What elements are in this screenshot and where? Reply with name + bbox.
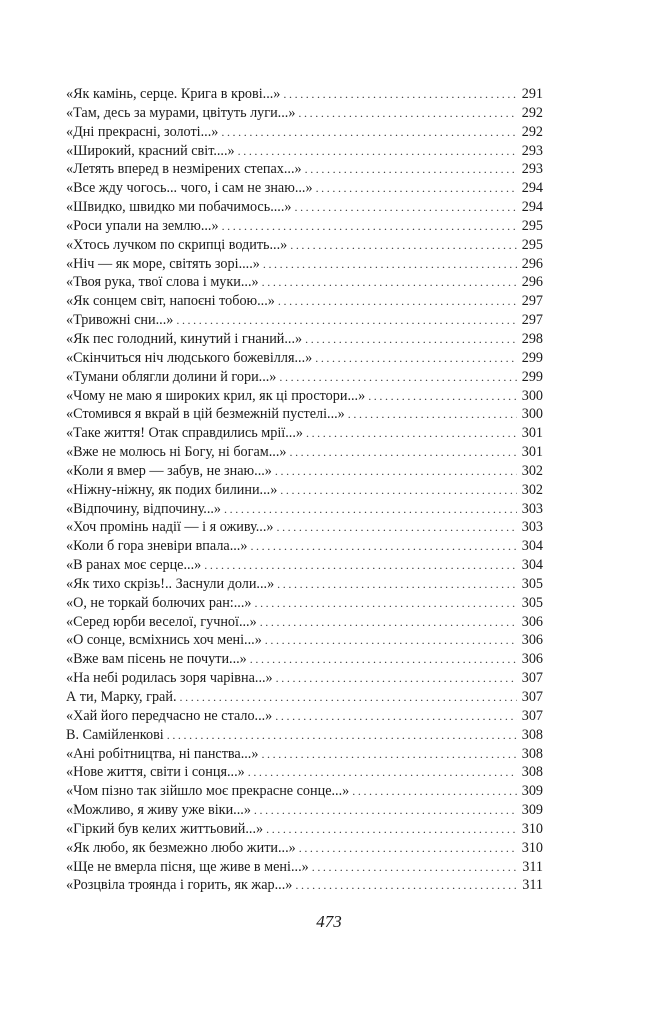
toc-entry — [66, 160, 543, 179]
dot-leader — [263, 255, 517, 274]
toc-entry-title: «Чом пізно так зійшло моє прекрасне сонце...» — [66, 783, 350, 800]
toc-entry-page: 305 — [521, 575, 543, 592]
toc-entry — [66, 500, 543, 519]
toc-entry — [66, 688, 543, 707]
toc-entry-page: 300 — [521, 387, 543, 404]
dot-leader — [275, 707, 517, 726]
toc-entry — [66, 726, 543, 745]
toc-entry — [66, 594, 543, 613]
toc-entry-page: 311 — [522, 877, 543, 894]
toc-entry-title: «Як тихо скрізь!.. Заснули доли...» — [66, 575, 275, 592]
toc-entry — [66, 745, 543, 764]
toc-entry — [66, 443, 543, 462]
toc-entry — [66, 820, 543, 839]
dot-leader — [265, 631, 517, 650]
dot-leader — [276, 518, 517, 537]
toc-entry-title: «Хтось лучком по скрипці водить...» — [66, 236, 288, 253]
toc-entry — [66, 556, 543, 575]
dot-leader — [224, 500, 517, 519]
toc-entry-page: 301 — [521, 444, 543, 461]
toc-entry — [66, 876, 543, 895]
dot-leader — [312, 858, 517, 877]
toc-entry-title: «На небі родилась зоря чарівна...» — [66, 670, 273, 687]
toc-entry-page: 303 — [521, 519, 543, 536]
toc-entry-page: 298 — [521, 330, 543, 347]
toc-entry-page: 295 — [521, 217, 543, 234]
toc-entry-page: 305 — [521, 594, 543, 611]
toc-entry-title: «Як камінь, серце. Крига в крові...» — [66, 86, 281, 102]
toc-entry — [66, 123, 543, 142]
dot-leader — [299, 839, 517, 858]
toc-entry — [66, 650, 543, 669]
dot-leader — [298, 104, 517, 123]
toc-entry — [66, 273, 543, 292]
dot-leader — [316, 179, 517, 198]
toc-entry-title: «Там, десь за мурами, цвітуть луги...» — [66, 104, 296, 121]
toc-entry — [66, 613, 543, 632]
toc-entry — [66, 424, 543, 443]
dot-leader — [167, 726, 517, 745]
toc-entry-page: 303 — [521, 500, 543, 517]
toc-entry-title: «Хоч промінь надії — і я оживу...» — [66, 519, 274, 536]
toc-entry-page: 299 — [521, 349, 543, 366]
toc-entry — [66, 142, 543, 161]
toc-entry — [66, 104, 543, 123]
toc-entry — [66, 575, 543, 594]
toc-entry-title: «Коли б гора зневіри впала...» — [66, 538, 248, 555]
toc-entry-title: «Ще не вмерла пісня, ще живе в мені...» — [66, 858, 309, 875]
dot-leader — [260, 613, 517, 632]
toc-entry-page: 299 — [521, 368, 543, 385]
toc-entry — [66, 763, 543, 782]
dot-leader — [254, 594, 517, 613]
dot-leader — [238, 142, 517, 161]
toc-entry-title: «Як пес голодний, кинутий і гнаний...» — [66, 330, 303, 347]
toc-entry-page: 307 — [521, 689, 543, 705]
toc-entry-title: «Відпочину, відпочину...» — [66, 500, 222, 517]
toc-entry — [66, 311, 543, 330]
toc-entry-title: «О, не торкай болючих ран:...» — [66, 594, 252, 611]
toc-entry-page: 297 — [521, 293, 543, 310]
dot-leader — [248, 763, 517, 782]
toc-entry-page: 293 — [521, 142, 543, 159]
toc-entry-title: «Можливо, я живу уже віки...» — [66, 802, 251, 819]
dot-leader — [176, 311, 517, 330]
toc-entry-page: 301 — [521, 425, 543, 442]
toc-entry-title: «Гіркий був келих життьовий...» — [66, 820, 264, 837]
dot-leader — [352, 782, 517, 801]
page-number: 473 — [316, 912, 342, 931]
toc-entry — [66, 669, 543, 688]
dot-leader — [276, 669, 517, 688]
toc-entry — [66, 858, 543, 877]
dot-leader — [277, 575, 517, 594]
dot-leader — [275, 462, 517, 481]
toc-entry-page: 306 — [521, 613, 543, 630]
toc-entry-page: 307 — [521, 707, 543, 724]
toc-entry-page: 297 — [521, 312, 543, 329]
table-of-contents — [66, 85, 543, 895]
dot-leader — [294, 198, 517, 217]
toc-entry-title: «Тривожні сни...» — [66, 312, 174, 329]
toc-entry-title: «Коли я вмер — забув, не знаю...» — [66, 462, 272, 479]
dot-leader — [180, 688, 518, 707]
toc-entry-page: 295 — [521, 236, 543, 253]
toc-entry-page: 306 — [521, 632, 543, 649]
toc-entry-title: «Швидко, швидко ми побачимось....» — [66, 199, 292, 216]
toc-entry-title: «Хай його передчасно не стало...» — [66, 707, 273, 724]
toc-entry — [66, 481, 543, 500]
toc-entry-title: «Розцвіла троянда і горить, як жар...» — [66, 877, 293, 894]
toc-entry — [66, 518, 543, 537]
toc-entry-title: «Як сонцем світ, напоєні тобою...» — [66, 293, 275, 310]
toc-entry-title: «Твоя рука, твої слова і муки...» — [66, 274, 259, 291]
dot-leader — [306, 424, 517, 443]
dot-leader — [254, 801, 517, 820]
dot-leader — [295, 876, 517, 895]
toc-entry — [66, 537, 543, 556]
toc-entry-page: 302 — [521, 462, 543, 479]
toc-entry — [66, 255, 543, 274]
dot-leader — [289, 443, 517, 462]
toc-entry-page: 308 — [521, 745, 543, 762]
toc-entry-page: 294 — [521, 180, 543, 197]
toc-entry — [66, 405, 543, 424]
toc-entry-title: «Як любо, як безмежно любо жити...» — [66, 839, 296, 856]
toc-entry-title: «В ранах моє серце...» — [66, 557, 202, 574]
toc-entry-page: 304 — [521, 557, 543, 574]
toc-entry-title: «Чому не маю я широких крил, як ці простори...» — [66, 387, 366, 404]
toc-entry-title: «Летять вперед в незмірених степах...» — [66, 161, 302, 178]
dot-leader — [222, 217, 517, 236]
toc-entry-page: 291 — [521, 86, 543, 102]
toc-entry-title: «Нове життя, світи і сонця...» — [66, 764, 245, 781]
toc-entry — [66, 330, 543, 349]
toc-entry — [66, 179, 543, 198]
dot-leader — [280, 481, 517, 500]
toc-entry-title: «Вже вам пісень не почути...» — [66, 651, 247, 668]
toc-entry-page: 309 — [521, 802, 543, 819]
toc-entry-title: «Ані робітництва, ні панства...» — [66, 745, 259, 762]
toc-entry-title: «Ніжну-ніжну, як подих билини...» — [66, 481, 278, 498]
dot-leader — [221, 123, 517, 142]
toc-entry — [66, 368, 543, 387]
dot-leader — [261, 745, 517, 764]
toc-entry-title: «О сонце, всміхнись хоч мені...» — [66, 632, 262, 649]
toc-entry-title: «Скінчиться ніч людського божевілля...» — [66, 349, 313, 366]
dot-leader — [368, 387, 517, 406]
toc-entry-page: 310 — [521, 839, 543, 856]
toc-entry — [66, 462, 543, 481]
dot-leader — [283, 85, 517, 104]
dot-leader — [266, 820, 517, 839]
toc-entry-title: «Серед юрби веселої, гучної...» — [66, 613, 257, 630]
dot-leader — [250, 650, 517, 669]
toc-entry — [66, 349, 543, 368]
toc-entry-page: 308 — [521, 764, 543, 781]
toc-entry-page: 296 — [521, 255, 543, 272]
toc-entry — [66, 85, 543, 104]
dot-leader — [279, 368, 517, 387]
toc-entry-page: 310 — [521, 820, 543, 837]
toc-entry — [66, 198, 543, 217]
toc-entry — [66, 631, 543, 650]
toc-entry-page: 304 — [521, 538, 543, 555]
toc-entry-page: 300 — [521, 406, 543, 423]
toc-entry-page: 311 — [522, 858, 543, 875]
toc-entry-page: 296 — [521, 274, 543, 291]
toc-entry — [66, 387, 543, 406]
dot-leader — [305, 330, 517, 349]
toc-entry-title: «Ніч — як море, світять зорі....» — [66, 255, 260, 272]
toc-entry — [66, 707, 543, 726]
toc-entry-title: «Тумани облягли долини й гори...» — [66, 368, 277, 385]
toc-entry-title: А ти, Марку, грай. — [66, 689, 177, 705]
toc-entry-page: 308 — [521, 726, 543, 743]
toc-entry — [66, 801, 543, 820]
toc-entry-page: 294 — [521, 199, 543, 216]
toc-entry-title: «Дні прекрасні, золоті...» — [66, 123, 219, 140]
toc-entry-page: 292 — [521, 123, 543, 140]
toc-entry-title: «Стомився я вкрай в цій безмежній пустелі...» — [66, 406, 345, 423]
toc-entry-title: «Вже не молюсь ні Богу, ні богам...» — [66, 444, 287, 461]
toc-entry — [66, 217, 543, 236]
toc-entry-title: «Таке життя! Отак справдились мрії...» — [66, 425, 303, 442]
toc-entry — [66, 839, 543, 858]
toc-entry-title: В. Самійленкові — [66, 726, 164, 743]
dot-leader — [204, 556, 517, 575]
toc-entry-page: 302 — [521, 481, 543, 498]
toc-entry — [66, 782, 543, 801]
toc-entry — [66, 292, 543, 311]
toc-entry-page: 292 — [521, 104, 543, 121]
dot-leader — [262, 273, 517, 292]
toc-entry — [66, 236, 543, 255]
toc-entry-page: 309 — [521, 783, 543, 800]
toc-entry-page: 307 — [521, 670, 543, 687]
toc-entry-title: «Широкий, красний світ....» — [66, 142, 235, 159]
dot-leader — [348, 405, 517, 424]
dot-leader — [250, 537, 517, 556]
toc-entry-page: 306 — [521, 651, 543, 668]
toc-entry-title: «Роси упали на землю...» — [66, 217, 219, 234]
toc-list — [66, 85, 543, 895]
toc-entry-title: «Все жду чогось... чого, і сам не знаю...» — [66, 180, 313, 197]
dot-leader — [305, 160, 517, 179]
dot-leader — [315, 349, 517, 368]
toc-entry-page: 293 — [521, 161, 543, 178]
dot-leader — [278, 292, 517, 311]
dot-leader — [290, 236, 517, 255]
